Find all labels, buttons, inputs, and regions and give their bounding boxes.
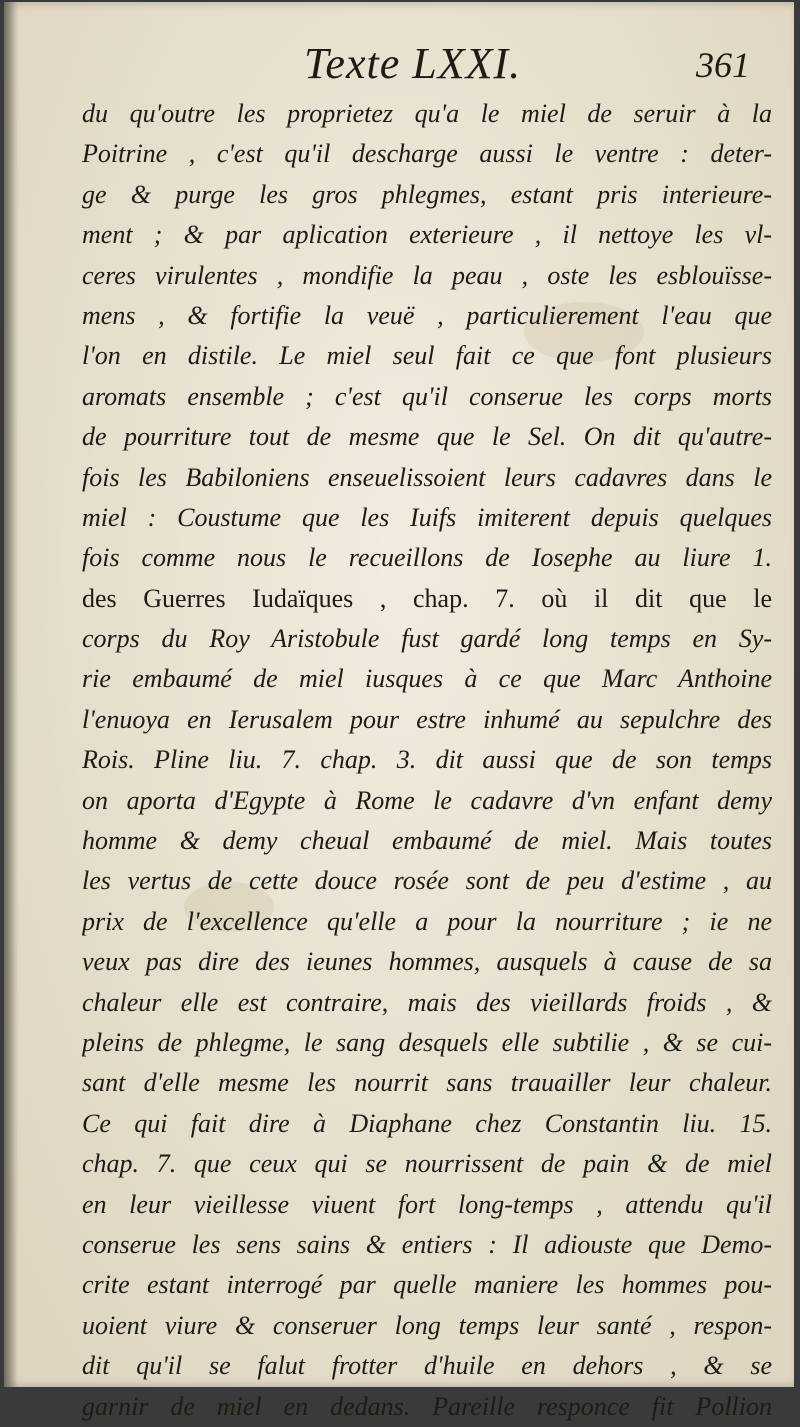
text-line: on aporta d'Egypte à Rome le cadavre d'vn enfant demy bbox=[82, 785, 772, 815]
text-line: ceres virulentes , mondifie la peau , oste les esblouïsse- bbox=[82, 260, 772, 290]
text-line: des Guerres Iudaïques , chap. 7. où il dit que le bbox=[82, 583, 772, 613]
text-line: pleins de phlegme, le sang desquels elle subtilie , & se cui- bbox=[82, 1027, 772, 1057]
text-line: uoient viure & conseruer long temps leur santé , respon- bbox=[82, 1310, 772, 1340]
page-number: 361 bbox=[696, 45, 750, 85]
text-line: prix de l'excellence qu'elle a pour la nourriture ; ie ne bbox=[82, 906, 772, 936]
text-line: chap. 7. que ceux qui se nourrissent de pain & de miel bbox=[82, 1149, 772, 1179]
text-line: du qu'outre les proprietez qu'a le miel de seruir à la bbox=[82, 99, 772, 128]
text-line: rie embaumé de miel iusques à ce que Marc Anthoine bbox=[82, 664, 772, 694]
text-line: crite estant interrogé par quelle maniere les hommes pou- bbox=[82, 1270, 772, 1300]
running-title: Texte LXXI. bbox=[304, 39, 522, 88]
text-line: de pourriture tout de mesme que le Sel. On dit qu'autre- bbox=[82, 422, 772, 452]
text-line: mens , & fortifie la veuë , particulierement l'eau que bbox=[82, 300, 772, 330]
text-line: en leur vieillesse viuent fort long-temps , attendu qu'il bbox=[82, 1189, 772, 1219]
text-line: dit qu'il se falut frotter d'huile en dehors , & se bbox=[82, 1351, 772, 1381]
text-line: fois les Babiloniens enseuelissoient leurs cadavres dans le bbox=[82, 462, 772, 492]
text-line: Ce qui fait dire à Diaphane chez Constantin liu. 15. bbox=[82, 1108, 772, 1138]
text-line: ment ; & par aplication exterieure , il nettoye les vl- bbox=[82, 220, 772, 250]
text-line: aromats ensemble ; c'est qu'il conserue les corps morts bbox=[82, 381, 772, 411]
text-line: fois comme nous le recueillons de Iosephe au liure 1. bbox=[82, 543, 772, 573]
text-line: sant d'elle mesme les nourrit sans trauailler leur chaleur. bbox=[82, 1068, 772, 1098]
text-line: ge & purge les gros phlegmes, estant pris interieure- bbox=[82, 179, 772, 209]
page-gutter-shadow bbox=[4, 2, 18, 1387]
text-line: homme & demy cheual embaumé de miel. Mais toutes bbox=[82, 826, 772, 856]
text-line: Poitrine , c'est qu'il descharge aussi le ventre : deter- bbox=[82, 139, 772, 169]
text-line: corps du Roy Aristobule fust gardé long temps en Sy- bbox=[82, 624, 772, 654]
text-line: les vertus de cette douce rosée sont de peu d'estime , au bbox=[82, 866, 772, 896]
book-page bbox=[4, 2, 794, 1421]
page-header bbox=[4, 38, 794, 92]
text-line: miel : Coustume que les Iuifs imiterent depuis quelques bbox=[82, 502, 772, 532]
text-line: veux pas dire des ieunes hommes, ausquels à cause de sa bbox=[82, 947, 772, 977]
text-line: chaleur elle est contraire, mais des vieillards froids , & bbox=[82, 987, 772, 1017]
body-text bbox=[82, 94, 772, 1427]
text-line: garnir de miel en dedans. Pareille responce fit Pollion bbox=[82, 1391, 772, 1421]
text-line: conserue les sens sains & entiers : Il adiouste que Demo- bbox=[82, 1229, 772, 1259]
text-line: l'on en distile. Le miel seul fait ce que font plusieurs bbox=[82, 341, 772, 371]
text-line: Rois. Pline liu. 7. chap. 3. dit aussi que de son temps bbox=[82, 745, 772, 775]
text-line: l'enuoya en Ierusalem pour estre inhumé au sepulchre des bbox=[82, 704, 772, 734]
